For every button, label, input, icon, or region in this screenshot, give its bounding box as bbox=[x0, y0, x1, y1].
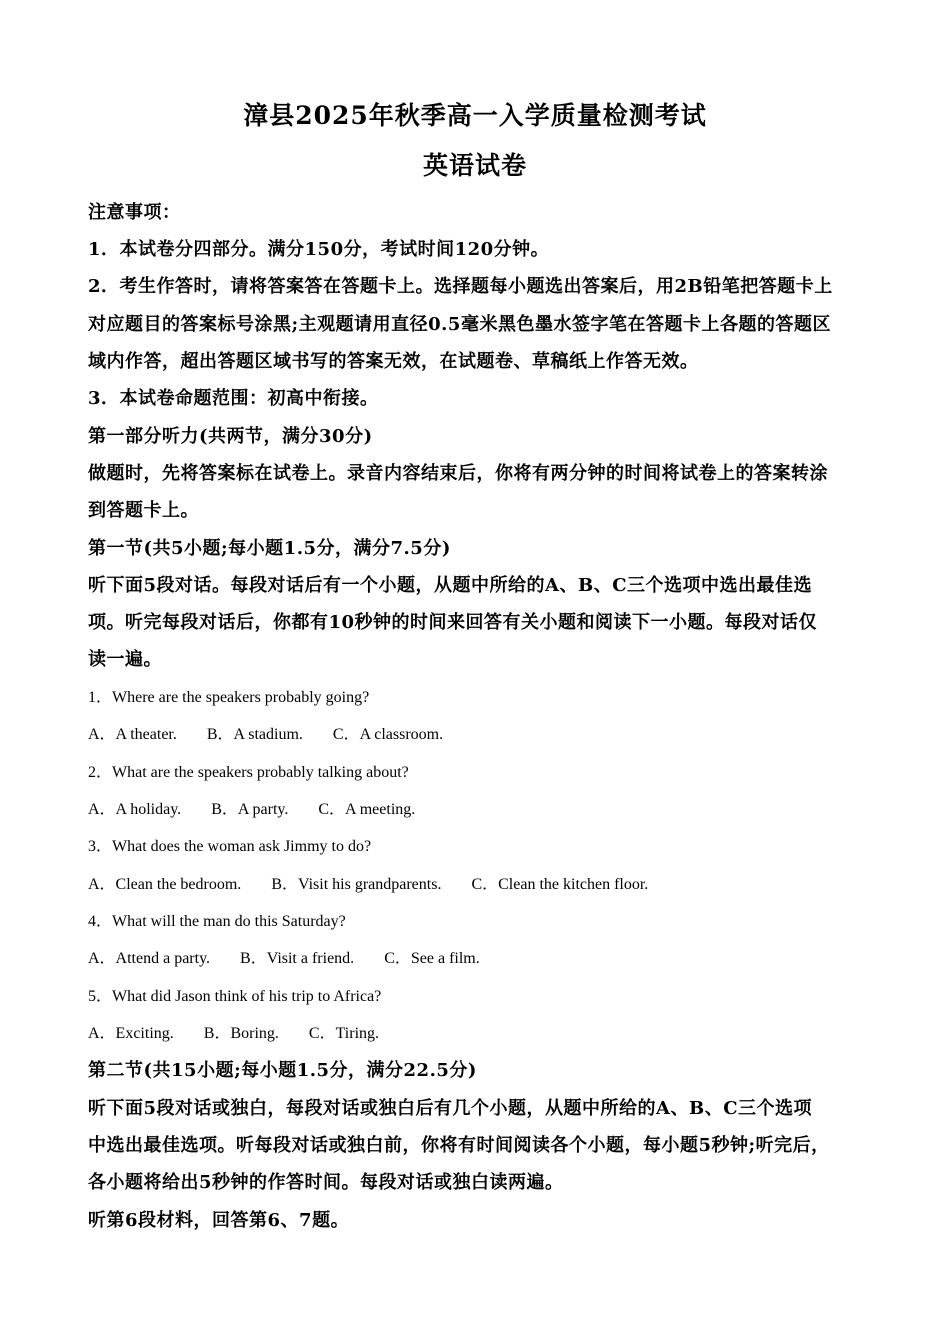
question-5: 5．What did Jason think of his trip to Africa? bbox=[88, 988, 382, 1005]
question-3-options bbox=[88, 871, 678, 894]
section1-instruction: 听下面5段对话。每段对话后有一个小题，从题中所给的A、B、C三个选项中选出最佳选 bbox=[88, 575, 813, 596]
option-a: A．Exciting. bbox=[88, 1025, 174, 1042]
part1-heading: 第一部分听力(共两节，满分30分) bbox=[88, 426, 373, 447]
exam-subtitle: 英语试卷 bbox=[422, 151, 527, 180]
section2-instruction: 听下面5段对话或独白，每段对话或独白后有几个小题，从题中所给的A、B、C三个选项 bbox=[88, 1098, 813, 1119]
section2-instruction: 中选出最佳选项。听每段对话或独白前，你将有时间阅读各个小题，每小题5秒钟;听完后， bbox=[88, 1135, 830, 1156]
option-c: C．A meeting. bbox=[318, 801, 416, 818]
question-1: 1．Where are the speakers probably going? bbox=[88, 689, 370, 706]
section2-instruction: 各小题将给出5秒钟的作答时间。每段对话或独白读两遍。 bbox=[88, 1172, 564, 1193]
section2-heading: 第二节(共15小题;每小题1.5分，满分22.5分) bbox=[88, 1060, 477, 1081]
section1-instruction: 读一遍。 bbox=[88, 649, 162, 670]
option-b: B．A stadium. bbox=[206, 726, 303, 743]
option-a: A．A holiday. bbox=[88, 801, 182, 818]
question-4: 4．What will the man do this Saturday? bbox=[88, 913, 346, 930]
option-a: A．A theater. bbox=[88, 726, 177, 743]
notice-item: 1．本试卷分四部分。满分150分，考试时间120分钟。 bbox=[88, 239, 550, 260]
question-2: 2．What are the speakers probably talking about? bbox=[88, 764, 409, 781]
option-c: C．A classroom. bbox=[332, 726, 444, 743]
option-a: A．Clean the bedroom. bbox=[88, 876, 242, 893]
option-c: C．Tiring. bbox=[308, 1025, 380, 1042]
section2-material: 听第6段材料，回答第6、7题。 bbox=[88, 1210, 350, 1231]
question-1-options bbox=[88, 721, 473, 744]
question-3: 3．What does the woman ask Jimmy to do? bbox=[88, 838, 372, 855]
option-b: B．A party. bbox=[211, 801, 289, 818]
option-c: C．See a film. bbox=[384, 950, 480, 967]
option-b: B．Visit his grandparents. bbox=[271, 876, 442, 893]
option-a: A．Attend a party. bbox=[88, 950, 211, 967]
question-5-options bbox=[88, 1020, 409, 1043]
option-b: B．Visit a friend. bbox=[240, 950, 355, 967]
question-2-options bbox=[88, 796, 445, 819]
notice-item: 域内作答，超出答题区域书写的答案无效，在试题卷、草稿纸上作答无效。 bbox=[88, 351, 699, 372]
exam-title: 漳县2025年秋季高一入学质量检测考试 bbox=[243, 101, 707, 130]
option-b: B．Boring. bbox=[203, 1025, 279, 1042]
part1-instruction: 做题时，先将答案标在试卷上。录音内容结束后，你将有两分钟的时间将试卷上的答案转涂 bbox=[88, 463, 828, 484]
notice-item: 对应题目的答案标号涂黑;主观题请用直径0.5毫米黑色墨水签字笔在答题卡上各题的答题区 bbox=[88, 314, 831, 335]
part1-instruction: 到答题卡上。 bbox=[88, 500, 199, 521]
notice-item: 3．本试卷命题范围：初高中衔接。 bbox=[88, 388, 379, 409]
section1-instruction: 项。听完每段对话后，你都有10秒钟的时间来回答有关小题和阅读下一小题。每段对话仅 bbox=[88, 612, 818, 633]
notice-heading: 注意事项： bbox=[88, 202, 181, 223]
notice-item: 2．考生作答时，请将答案答在答题卡上。选择题每小题选出答案后，用2B铅笔把答题卡上 bbox=[88, 276, 833, 297]
question-4-options bbox=[88, 945, 510, 968]
section1-heading: 第一节(共5小题;每小题1.5分，满分7.5分) bbox=[88, 538, 451, 559]
option-c: C．Clean the kitchen floor. bbox=[471, 876, 649, 893]
